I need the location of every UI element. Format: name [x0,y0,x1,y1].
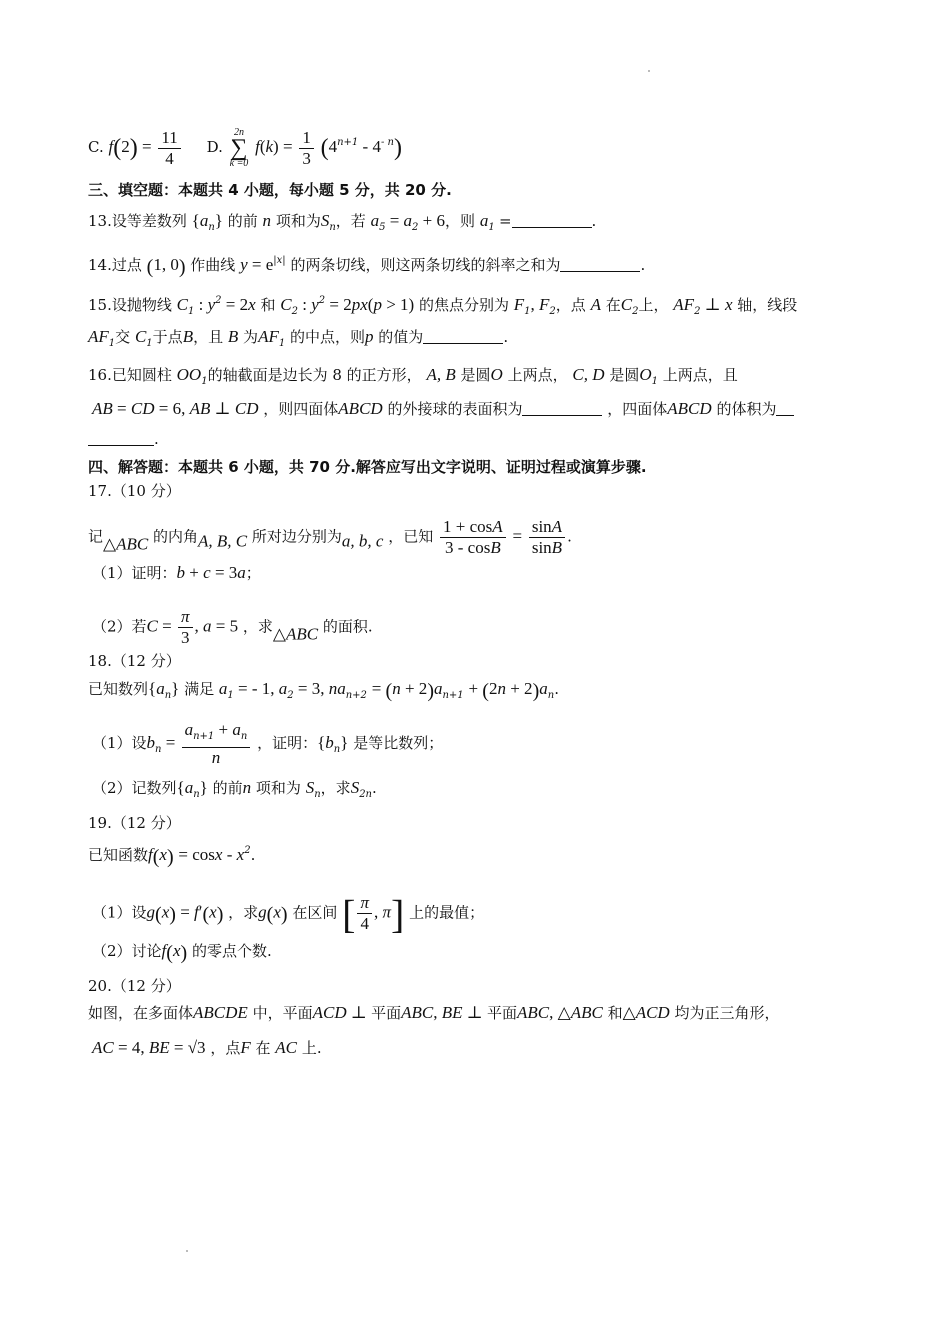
question-13: 13.设等差数列 $\{a_n\}$ 的前 n 项和为$S_n$，若 $a_5 = a_2 + 6$，则 $a_1$ = . [88,211,597,233]
answer-blank[interactable] [88,431,154,446]
answer-blank[interactable] [512,213,592,228]
question-18-part-2: （2）记数列$\{a_n\}$ 的前n 项和为 $S_n$，求$S_{2n}$. [92,778,377,800]
question-19-header: 19.（12 分） [88,814,181,832]
section-4-heading: 四、解答题：本题共 6 小题，共 70 分.解答应写出文字说明、证明过程或演算步骤. [88,458,647,476]
question-18-part-1: （1）设$b_n$ = $\frac{a_{n+1} + a_n}{n}$ ，证明：$\{b_n\}$ 是等比数列； [92,720,444,767]
options-cd: C. f(2) = $\frac{11}{4}$ D. 2n ∑ k =0 f(k) = $\frac{1}{3}$ $(4^{n+1} - 4^{- n})$ [88,127,402,169]
question-18-stem: 已知数列$\{a_n\}$ 满足 $a_1$ = - 1, $a_2 = 3$, $na_{n+2} = (n + 2)a_{n+1} + (2n + 2)a_n$. [88,679,559,702]
question-20-stem-line-2: AC = 4, BE = √3 ，点F 在 AC 上. [92,1038,322,1057]
question-16-line-1: 16.已知圆柱 $OO_1$的轴截面是边长为 8 的正方形， A, B 是圆O 上两点， C, D 是圆$O_1$ 上两点，且 [88,365,738,387]
question-19-part-1: （1）设g(x) = f′(x) ，求g(x) 在区间 [ $\frac{\pi}{4}$ , π] 上的最值； [92,891,485,937]
question-17-header: 17.（10 分） [88,482,181,500]
question-19-part-2: （2）讨论f(x) 的零点个数. [92,941,272,964]
section-3-heading: 三、填空题：本题共 4 小题，每小题 5 分，共 20 分. [88,181,452,199]
answer-blank[interactable] [776,401,794,416]
answer-blank[interactable] [423,329,503,344]
question-15-line-2: $AF_1$交 $C_1$于点B，且 B 为$AF_1$ 的中点，则p 的值为 . [88,327,509,349]
question-18-header: 18.（12 分） [88,652,181,670]
question-17-stem: 记△ABC 的内角A, B, C 所对边分别为a, b, c ，已知 $\frac{1 + \cos A}{3 - \cos B}$ = $\frac{\sin A}{\sin B}$ . [88,517,572,557]
answer-blank[interactable] [522,401,602,416]
question-20-stem-line-1: 如图，在多面体ABCDE 中，平面ACD ⊥ 平面ABC, BE ⊥ 平面ABC, △ABC 和△ACD 均为正三角形， [88,1003,780,1022]
question-14: 14.过点 (1, 0) 作曲线 $y = e^{|x|}$ 的两条切线，则这两条切线的斜率之和为 . [88,255,646,278]
question-16-line-2: AB = CD = 6, AB ⊥ CD ，则四面体ABCD 的外接球的表面积为 ，四面体ABCD 的体积为 [92,398,794,420]
question-16-line-3: . [88,428,159,450]
question-20-header: 20.（12 分） [88,977,181,995]
question-17-part-1: （1）证明：b + c = 3a； [92,563,261,582]
question-19-stem: 已知函数$f(x) = \cos x - x^2$. [88,845,256,868]
scan-speck [648,70,650,72]
answer-blank[interactable] [560,257,640,272]
question-17-part-2: （2）若C = $\frac{\pi}{3}$ , a = 5 ，求△ABC 的面积. [92,607,373,647]
scan-speck [186,1250,188,1252]
question-15-line-1: 15.设抛物线 $C_1$ : $y^2 = 2x$ 和 $C_2$ : $y^2 = 2px(p > 1)$ 的焦点分别为 $F_1$, $F_2$，点 A 在$C_2$上， $AF_2$ ⊥ x 轴，线段 [88,295,798,317]
